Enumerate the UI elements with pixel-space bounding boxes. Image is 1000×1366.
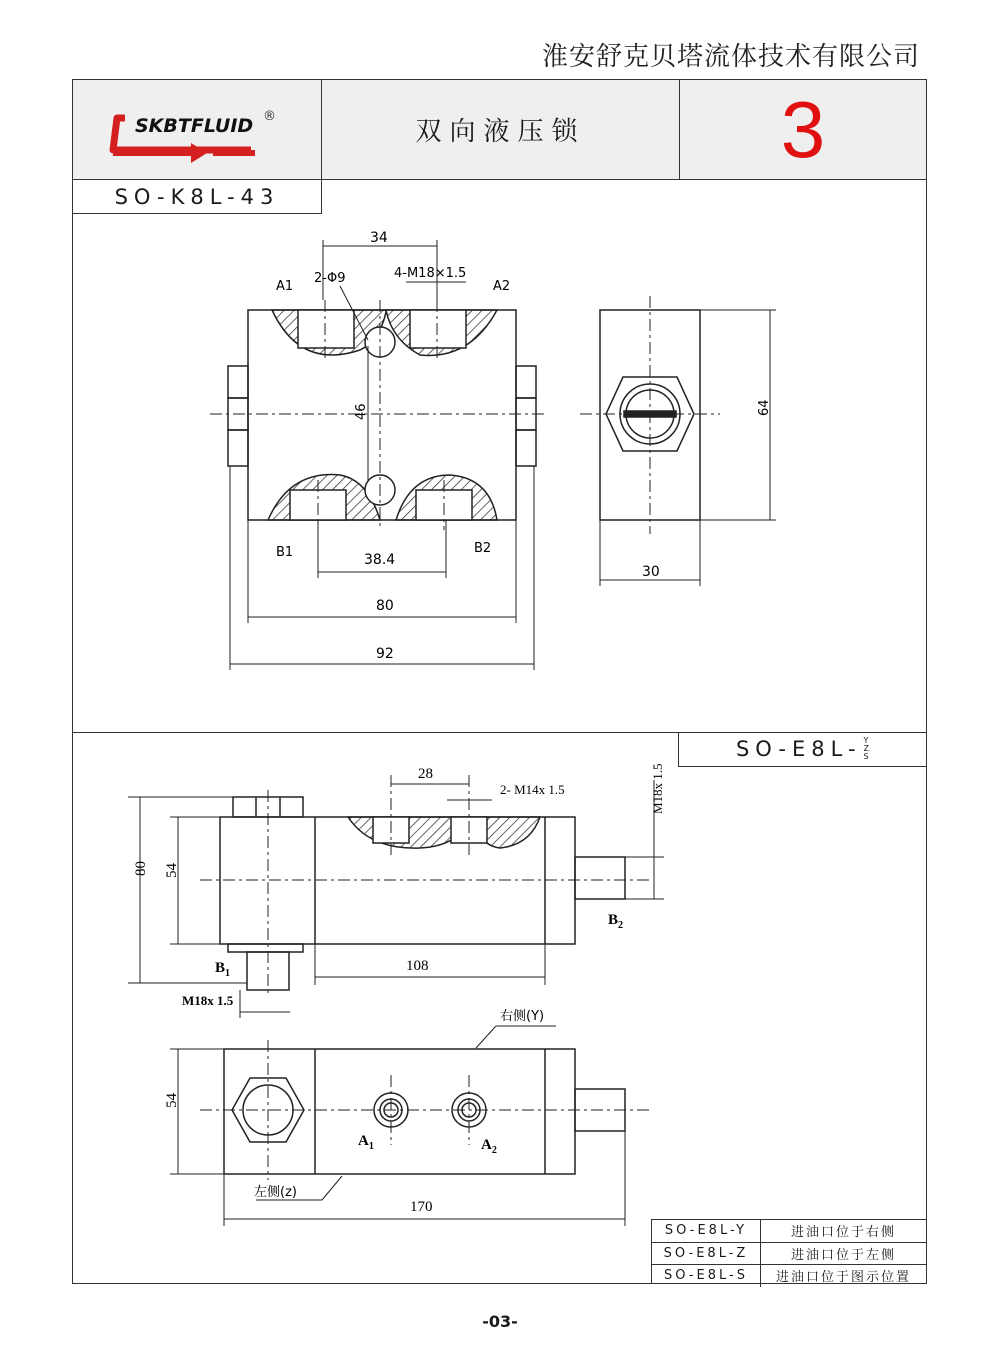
dim-80-e8l: 80	[133, 861, 149, 876]
variant-table	[651, 1219, 927, 1284]
logo-text: SKBTFLUID	[135, 115, 254, 137]
label-4-m18x1-5: 4-M18×1.5	[394, 266, 467, 281]
variant-code: SO-E8L-S	[652, 1265, 761, 1287]
model-suffix-stack: Y Z S	[863, 736, 870, 761]
dim-54-top: 54	[164, 1093, 180, 1108]
company-name: 淮安舒克贝塔流体技术有限公司	[541, 42, 920, 72]
label-b1: B1	[276, 545, 294, 560]
dim-108: 108	[406, 958, 429, 974]
label-left-side: 左侧(z)	[254, 1185, 297, 1200]
label-m18x1-5-left: M18x 1.5	[182, 993, 234, 1008]
dim-80: 80	[376, 598, 394, 614]
label-2-phi9: 2-Φ9	[314, 271, 346, 286]
label-a2-e8l: $A_2$	[481, 1137, 497, 1156]
label-right-side: 右侧(Y)	[500, 1009, 545, 1024]
dim-38-4: 38.4	[364, 552, 396, 568]
label-b1-e8l: $B_1$	[215, 960, 231, 979]
document-title: 双向液压锁	[415, 117, 586, 147]
label-m18x1-5-right: M18x 1.5	[650, 763, 665, 814]
model-prefix: SO-E8L-	[735, 737, 862, 761]
variant-row	[652, 1220, 926, 1243]
dim-34: 34	[370, 230, 388, 246]
dim-30: 30	[642, 564, 660, 580]
dim-64: 64	[757, 399, 772, 416]
model-code-so-k8l-43: SO-K8L-43	[72, 179, 322, 214]
dim-92: 92	[376, 646, 394, 662]
dim-28: 28	[418, 766, 433, 782]
e8l-top-view	[224, 1049, 625, 1174]
dim-170: 170	[410, 1199, 433, 1215]
variant-desc: 进油口位于右侧	[790, 1225, 896, 1241]
label-b2: B2	[474, 541, 492, 556]
page-number: 3	[780, 84, 826, 174]
variant-desc: 进油口位于左侧	[790, 1247, 896, 1263]
registered-mark: ®	[263, 109, 276, 124]
variant-desc: 进油口位于图示位置	[775, 1270, 911, 1286]
variant-row	[652, 1265, 926, 1287]
variant-code: SO-E8L-Z	[652, 1243, 761, 1265]
variant-code: SO-E8L-Y	[652, 1220, 761, 1242]
page-footer: -03-	[482, 1312, 518, 1331]
label-b2-e8l: $B_2$	[608, 912, 624, 931]
dim-54-front: 54	[164, 863, 180, 878]
dim-46: 46	[354, 403, 369, 420]
label-a1-e8l: $A_1$	[358, 1133, 374, 1152]
label-a2: A2	[493, 279, 511, 294]
label-a1: A1	[276, 279, 294, 294]
variant-row	[652, 1243, 926, 1266]
label-2-m14x1-5: 2- M14x 1.5	[500, 782, 565, 797]
